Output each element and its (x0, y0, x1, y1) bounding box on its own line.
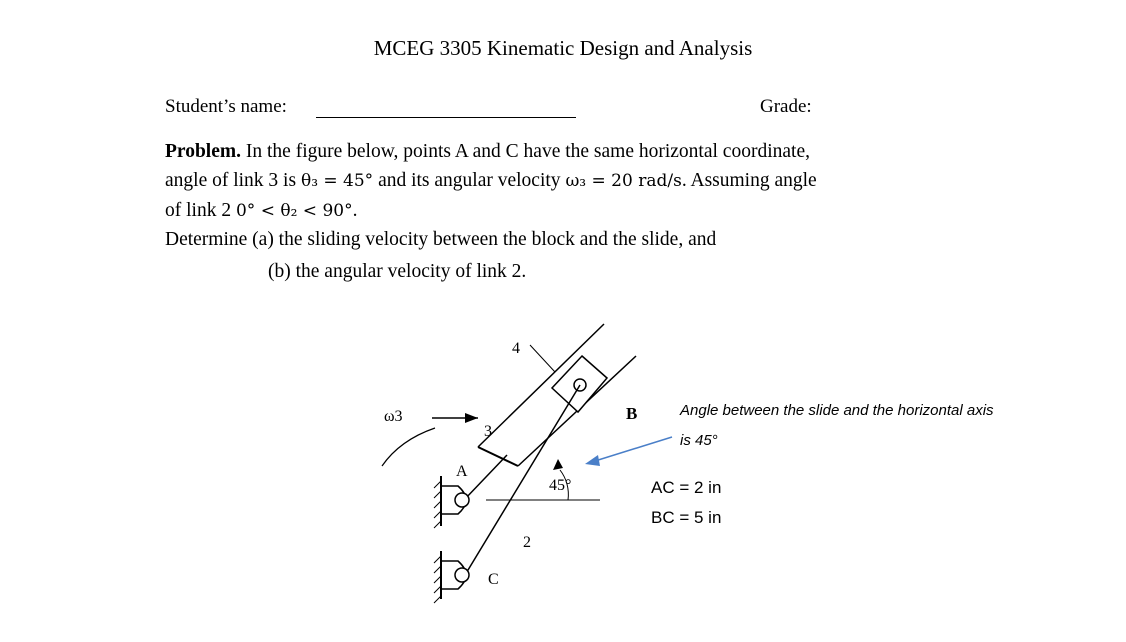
label-c: C (488, 571, 499, 588)
link-3 (464, 455, 507, 500)
problem-line-5: (b) the angular velocity of link 2. (268, 261, 527, 282)
blue-pointer-head (585, 455, 600, 466)
problem-text-2c: . Assuming angle (681, 170, 817, 191)
student-name-label: Student’s name: (165, 96, 287, 117)
problem-text-1: In the figure below, points A and C have the same horizontal coordinate, (245, 141, 810, 162)
omega3-arrow (382, 428, 435, 466)
label-3: 3 (484, 423, 492, 440)
label-4: 4 (512, 340, 520, 357)
angle-note-line-1: Angle between the slide and the horizontal axis (680, 402, 994, 419)
pin-c (455, 568, 469, 582)
label-2: 2 (523, 534, 531, 551)
label-omega3: ω3 (384, 408, 403, 425)
ground-support-c (434, 551, 469, 603)
ac-length: AC = 2 in (651, 478, 722, 497)
label-45: 45° (549, 477, 572, 494)
ground-support-a (434, 476, 469, 528)
label-a: A (456, 463, 468, 480)
leader-4 (530, 345, 555, 372)
problem-bold-label: Problem. (165, 141, 242, 162)
arrowhead-45 (553, 459, 563, 470)
bc-length: BC = 5 in (651, 508, 722, 527)
theta2-range-expression: 0° < θ₂ < 90° (235, 201, 353, 221)
omega3-expression: ω₃ = 20 rad/s (565, 171, 682, 191)
pin-a (455, 493, 469, 507)
slide-bottom-end (478, 447, 518, 466)
grade-label: Grade: (760, 96, 812, 117)
problem-text-2b: and its angular velocity (373, 170, 566, 191)
theta3-expression: θ₃ = 45° (300, 171, 374, 191)
problem-line-4: Determine (a) the sliding velocity between the block and the slide, and (165, 229, 717, 250)
label-b: B (626, 404, 638, 423)
problem-text-2a: angle of link 3 is (165, 170, 301, 191)
angle-note-line-2: is 45° (680, 432, 718, 449)
problem-text-3a: of link 2 (165, 200, 236, 221)
page-title: MCEG 3305 Kinematic Design and Analysis (373, 36, 753, 60)
problem-text-3b: . (352, 200, 358, 221)
arrowhead-omega3 (465, 413, 478, 423)
blue-pointer-line (595, 437, 672, 461)
